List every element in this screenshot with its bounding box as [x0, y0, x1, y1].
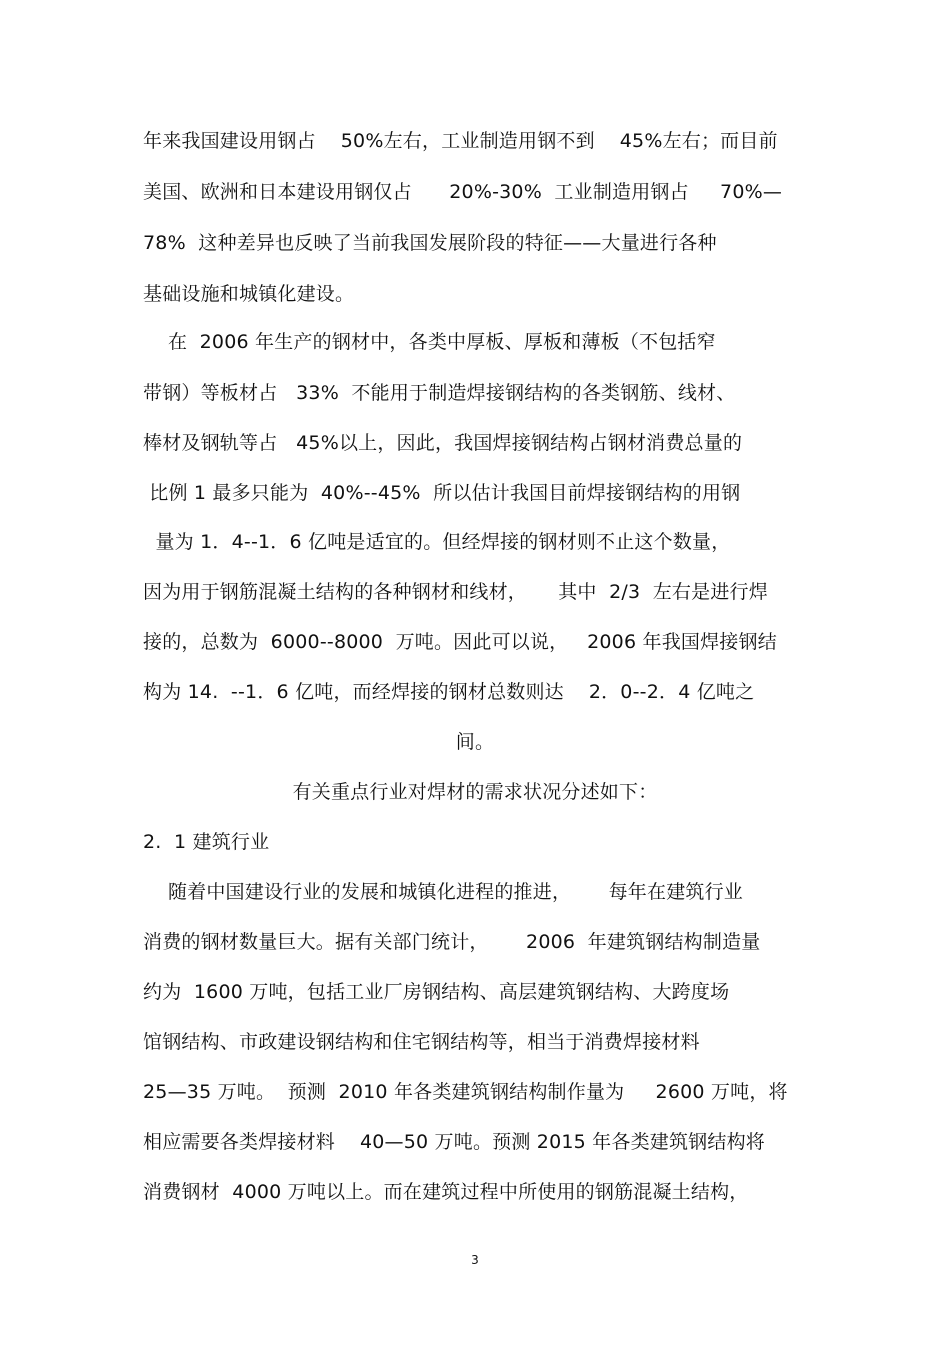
- body-text-line: 因为用于钢筋混凝土结构的各种钢材和线材， 其中 2/3 左右是进行焊: [143, 581, 768, 603]
- body-text-line: 接的，总数为 6000--8000 万吨。因此可以说， 2006 年我国焊接钢结: [143, 631, 777, 653]
- body-text-line: 带钢）等板材占 33% 不能用于制造焊接钢结构的各类钢筋、线材、: [143, 382, 736, 404]
- body-text-line: 间。: [455, 731, 495, 753]
- body-text-line: 年来我国建设用钢占 50%左右，工业制造用钢不到 45%左右；而目前: [143, 130, 778, 152]
- section-heading: 2. 1 建筑行业: [143, 831, 270, 853]
- body-text-line: 消费的钢材数量巨大。据有关部门统计， 2006 年建筑钢结构制造量: [143, 931, 761, 953]
- body-text-line: 构为 14. --1．6 亿吨，而经焊接的钢材总数则达 2．0--2．4 亿吨之: [143, 681, 755, 703]
- body-text-line: 78% 这种差异也反映了当前我国发展阶段的特征——大量进行各种: [143, 232, 717, 254]
- body-text-line: 馆钢结构、市政建设钢结构和住宅钢结构等，相当于消费焊接材料: [143, 1031, 700, 1053]
- body-text-line: 随着中国建设行业的发展和城镇化进程的推进， 每年在建筑行业: [143, 881, 743, 903]
- body-text-line: 棒材及钢轨等占 45%以上，因此，我国焊接钢结构占钢材消费总量的: [143, 432, 743, 454]
- body-text-line: 美国、欧洲和日本建设用钢仅占 20%-30% 工业制造用钢占 70%—: [143, 181, 783, 203]
- body-text-line: 基础设施和城镇化建设。: [143, 283, 355, 305]
- body-text-line: 量为 1．4--1．6 亿吨是适宜的。但经焊接的钢材则不止这个数量，: [143, 531, 731, 553]
- body-text-line: 比例 1 最多只能为 40%--45% 所以估计我国目前焊接钢结构的用钢: [143, 482, 741, 504]
- section-intro-line: 有关重点行业对焊材的需求状况分述如下：: [292, 781, 658, 803]
- page-number: 3: [471, 1253, 479, 1267]
- body-text-line: 25—35 万吨。 预测 2010 年各类建筑钢结构制作量为 2600 万吨，将: [143, 1081, 788, 1103]
- body-text-line: 在 2006 年生产的钢材中，各类中厚板、厚板和薄板（不包括窄: [143, 331, 716, 353]
- body-text-line: 消费钢材 4000 万吨以上。而在建筑过程中所使用的钢筋混凝土结构，: [143, 1181, 749, 1203]
- body-text-line: 约为 1600 万吨，包括工业厂房钢结构、高层建筑钢结构、大跨度场: [143, 981, 730, 1003]
- body-text-line: 相应需要各类焊接材料 40—50 万吨。预测 2015 年各类建筑钢结构将: [143, 1131, 765, 1153]
